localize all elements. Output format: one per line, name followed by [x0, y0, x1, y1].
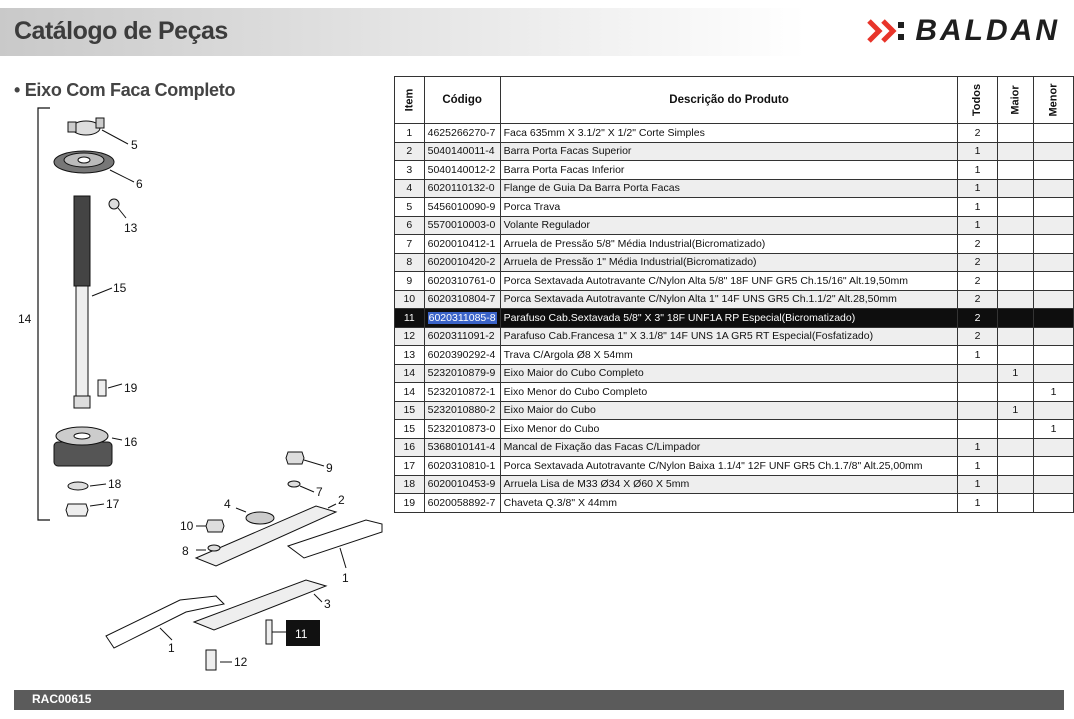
cell-menor — [1033, 327, 1073, 346]
cell-menor — [1033, 401, 1073, 420]
header-codigo: Código — [424, 77, 500, 124]
callout-label: 7 — [316, 485, 323, 499]
cell-item: 11 — [395, 309, 425, 328]
cell-menor — [1033, 142, 1073, 161]
cell-codigo: 6020311091-2 — [424, 327, 500, 346]
cell-codigo: 5040140012-2 — [424, 161, 500, 180]
table-row[interactable] — [395, 401, 1074, 420]
cell-todos: 2 — [958, 309, 997, 328]
cell-menor — [1033, 198, 1073, 217]
cell-descricao: Porca Trava — [500, 198, 958, 217]
cell-todos: 2 — [958, 124, 997, 143]
callout-label: 2 — [338, 493, 345, 507]
cell-item: 1 — [395, 124, 425, 143]
cell-codigo: 5368010141-4 — [424, 438, 500, 457]
cell-maior — [997, 457, 1033, 476]
cell-item: 14 — [395, 364, 425, 383]
brand-logo — [865, 14, 1060, 48]
part-regulator-wheel — [54, 151, 114, 173]
cell-todos: 1 — [958, 346, 997, 365]
part-bearing — [54, 427, 112, 466]
callout-label: 5 — [131, 138, 138, 152]
table-row[interactable] — [395, 179, 1074, 198]
table-row[interactable] — [395, 235, 1074, 254]
cell-maior — [997, 327, 1033, 346]
cell-codigo: 6020310804-7 — [424, 290, 500, 309]
cell-menor — [1033, 494, 1073, 513]
cell-descricao: Eixo Maior do Cubo Completo — [500, 364, 958, 383]
callout-label: 4 — [224, 497, 231, 511]
table-header-row — [395, 77, 1074, 124]
cell-item: 13 — [395, 346, 425, 365]
cell-menor — [1033, 309, 1073, 328]
cell-codigo: 6020110132-0 — [424, 179, 500, 198]
cell-codigo: 5232010880-2 — [424, 401, 500, 420]
table-row[interactable] — [395, 124, 1074, 143]
cell-todos: 2 — [958, 272, 997, 291]
cell-item: 9 — [395, 272, 425, 291]
callout-label: 17 — [106, 497, 120, 511]
cell-maior — [997, 420, 1033, 439]
table-row[interactable] — [395, 494, 1074, 513]
cell-maior — [997, 346, 1033, 365]
callout-label: 18 — [108, 477, 122, 491]
cell-maior — [997, 253, 1033, 272]
cell-descricao: Eixo Menor do Cubo — [500, 420, 958, 439]
callout-label: 1 — [168, 641, 175, 655]
cell-descricao: Trava C/Argola Ø8 X 54mm — [500, 346, 958, 365]
cell-maior — [997, 438, 1033, 457]
footer-code: RAC00615 — [32, 692, 92, 706]
cell-maior: 1 — [997, 401, 1033, 420]
cell-todos: 2 — [958, 327, 997, 346]
cell-descricao: Arruela de Pressão 5/8" Média Industrial(Bicromatizado) — [500, 235, 958, 254]
callout-label: 12 — [234, 655, 248, 669]
cell-descricao: Parafuso Cab.Sextavada 5/8" X 3" 18F UNF1A RP Especial(Bicromatizado) — [500, 309, 958, 328]
cell-codigo: 6020310761-0 — [424, 272, 500, 291]
cell-item: 6 — [395, 216, 425, 235]
cell-codigo: 5040140011-4 — [424, 142, 500, 161]
cell-maior — [997, 216, 1033, 235]
cell-todos — [958, 420, 997, 439]
cell-codigo: 6020311085-8 — [424, 309, 500, 328]
cell-todos: 1 — [958, 494, 997, 513]
cell-item: 18 — [395, 475, 425, 494]
table-row[interactable] — [395, 272, 1074, 291]
cell-descricao: Barra Porta Facas Inferior — [500, 161, 958, 180]
table-row[interactable] — [395, 364, 1074, 383]
table-row[interactable] — [395, 438, 1074, 457]
cell-maior — [997, 179, 1033, 198]
cell-todos: 2 — [958, 235, 997, 254]
cell-todos: 1 — [958, 216, 997, 235]
cell-maior — [997, 161, 1033, 180]
cell-todos: 1 — [958, 475, 997, 494]
cell-descricao: Porca Sextavada Autotravante C/Nylon Alta 1" 14F UNS GR5 Ch.1.1/2" Alt.28,50mm — [500, 290, 958, 309]
cell-codigo: 5570010003-0 — [424, 216, 500, 235]
callout-label: 10 — [180, 519, 194, 533]
cell-descricao: Eixo Menor do Cubo Completo — [500, 383, 958, 402]
part-shaft — [74, 196, 90, 408]
cell-item: 7 — [395, 235, 425, 254]
cell-todos: 2 — [958, 290, 997, 309]
cell-descricao: Eixo Maior do Cubo — [500, 401, 958, 420]
cell-codigo: 6020010453-9 — [424, 475, 500, 494]
cell-codigo: 5232010879-9 — [424, 364, 500, 383]
cell-menor — [1033, 272, 1073, 291]
parts-table — [394, 76, 1074, 513]
cell-maior — [997, 475, 1033, 494]
cell-codigo: 6020390292-4 — [424, 346, 500, 365]
cell-todos — [958, 401, 997, 420]
cell-menor — [1033, 346, 1073, 365]
exploded-parts-diagram — [10, 100, 390, 680]
cell-item: 15 — [395, 420, 425, 439]
cell-item: 15 — [395, 401, 425, 420]
cell-maior — [997, 198, 1033, 217]
table-row[interactable] — [395, 457, 1074, 476]
cell-maior — [997, 290, 1033, 309]
callout-label: 8 — [182, 544, 189, 558]
cell-menor — [1033, 216, 1073, 235]
header-maior: Maior — [997, 77, 1033, 124]
part-wing-nut — [68, 118, 104, 135]
callout-label: 13 — [124, 221, 138, 235]
cell-descricao: Arruela de Pressão 1" Média Industrial(Bicromatizado) — [500, 253, 958, 272]
cell-item: 8 — [395, 253, 425, 272]
cell-descricao: Barra Porta Facas Superior — [500, 142, 958, 161]
cell-todos: 1 — [958, 142, 997, 161]
cell-menor — [1033, 253, 1073, 272]
cell-item: 10 — [395, 290, 425, 309]
cell-todos: 1 — [958, 179, 997, 198]
table-row[interactable] — [395, 142, 1074, 161]
cell-codigo: 6020010412-1 — [424, 235, 500, 254]
cell-codigo: 6020058892-7 — [424, 494, 500, 513]
callout-label: 3 — [324, 597, 331, 611]
callout-label: 16 — [124, 435, 138, 449]
cell-menor: 1 — [1033, 383, 1073, 402]
cell-maior — [997, 272, 1033, 291]
section-title: • Eixo Com Faca Completo — [14, 80, 236, 100]
cell-descricao: Faca 635mm X 3.1/2" X 1/2" Corte Simples — [500, 124, 958, 143]
cell-menor — [1033, 124, 1073, 143]
table-row[interactable] — [395, 327, 1074, 346]
table-row[interactable] — [395, 420, 1074, 439]
cell-descricao: Porca Sextavada Autotravante C/Nylon Baixa 1.1/4" 12F UNF GR5 Ch.1.7/8" Alt.25,00mm — [500, 457, 958, 476]
callout-label: 9 — [326, 461, 333, 475]
callout-label: 14 — [18, 312, 32, 326]
cell-menor — [1033, 475, 1073, 494]
cell-maior — [997, 235, 1033, 254]
cell-maior — [997, 124, 1033, 143]
page-title: Catálogo de Peças — [14, 17, 228, 45]
cell-menor — [1033, 179, 1073, 198]
cell-codigo: 5232010872-1 — [424, 383, 500, 402]
callout-label: 19 — [124, 381, 138, 395]
cell-descricao: Mancal de Fixação das Facas C/Limpador — [500, 438, 958, 457]
cell-item: 14 — [395, 383, 425, 402]
cell-menor — [1033, 438, 1073, 457]
cell-maior: 1 — [997, 364, 1033, 383]
cell-menor — [1033, 457, 1073, 476]
cell-menor: 1 — [1033, 420, 1073, 439]
table-row[interactable] — [395, 161, 1074, 180]
double-chevron-logo-icon — [865, 16, 911, 46]
cell-todos: 2 — [958, 253, 997, 272]
callout-label: 15 — [113, 281, 127, 295]
cell-todos — [958, 364, 997, 383]
header-menor: Menor — [1033, 77, 1073, 124]
cell-todos: 1 — [958, 438, 997, 457]
cell-menor — [1033, 235, 1073, 254]
cell-item: 5 — [395, 198, 425, 217]
table-row[interactable] — [395, 383, 1074, 402]
cell-menor — [1033, 364, 1073, 383]
callout-label: 6 — [136, 177, 143, 191]
cell-maior — [997, 309, 1033, 328]
cell-descricao: Arruela Lisa de M33 Ø34 X Ø60 X 5mm — [500, 475, 958, 494]
cell-item: 3 — [395, 161, 425, 180]
cell-maior — [997, 142, 1033, 161]
table-row[interactable] — [395, 475, 1074, 494]
table-row[interactable] — [395, 216, 1074, 235]
cell-codigo: 5232010873-0 — [424, 420, 500, 439]
cell-codigo: 6020310810-1 — [424, 457, 500, 476]
table-row[interactable] — [395, 198, 1074, 217]
cell-descricao: Chaveta Q.3/8" X 44mm — [500, 494, 958, 513]
cell-todos: 1 — [958, 161, 997, 180]
cell-item: 19 — [395, 494, 425, 513]
cell-codigo: 4625266270-7 — [424, 124, 500, 143]
cell-descricao: Volante Regulador — [500, 216, 958, 235]
cell-todos — [958, 383, 997, 402]
callout-label-highlighted: 11 — [295, 627, 308, 641]
cell-item: 12 — [395, 327, 425, 346]
cell-codigo: 5456010090-9 — [424, 198, 500, 217]
table-row[interactable] — [395, 253, 1074, 272]
table-row[interactable] — [395, 290, 1074, 309]
table-row-selected[interactable] — [395, 309, 1074, 328]
header-item: Item — [395, 77, 425, 124]
cell-maior — [997, 383, 1033, 402]
cell-codigo: 6020010420-2 — [424, 253, 500, 272]
cell-menor — [1033, 161, 1073, 180]
cell-item: 2 — [395, 142, 425, 161]
footer-bar — [14, 690, 1064, 710]
cell-item: 4 — [395, 179, 425, 198]
header-todos: Todos — [958, 77, 997, 124]
cell-item: 17 — [395, 457, 425, 476]
cell-maior — [997, 494, 1033, 513]
header-descricao: Descrição do Produto — [500, 77, 958, 124]
cell-descricao: Parafuso Cab.Francesa 1" X 3.1/8" 14F UNS 1A GR5 RT Especial(Fosfatizado) — [500, 327, 958, 346]
cell-menor — [1033, 290, 1073, 309]
cell-descricao: Porca Sextavada Autotravante C/Nylon Alta 5/8" 18F UNF GR5 Ch.15/16" Alt.19,50mm — [500, 272, 958, 291]
brand-name: BALDAN — [915, 14, 1060, 47]
cell-item: 16 — [395, 438, 425, 457]
table-row[interactable] — [395, 346, 1074, 365]
cell-todos: 1 — [958, 198, 997, 217]
callout-label: 1 — [342, 571, 349, 585]
cell-descricao: Flange de Guia Da Barra Porta Facas — [500, 179, 958, 198]
cell-todos: 1 — [958, 457, 997, 476]
